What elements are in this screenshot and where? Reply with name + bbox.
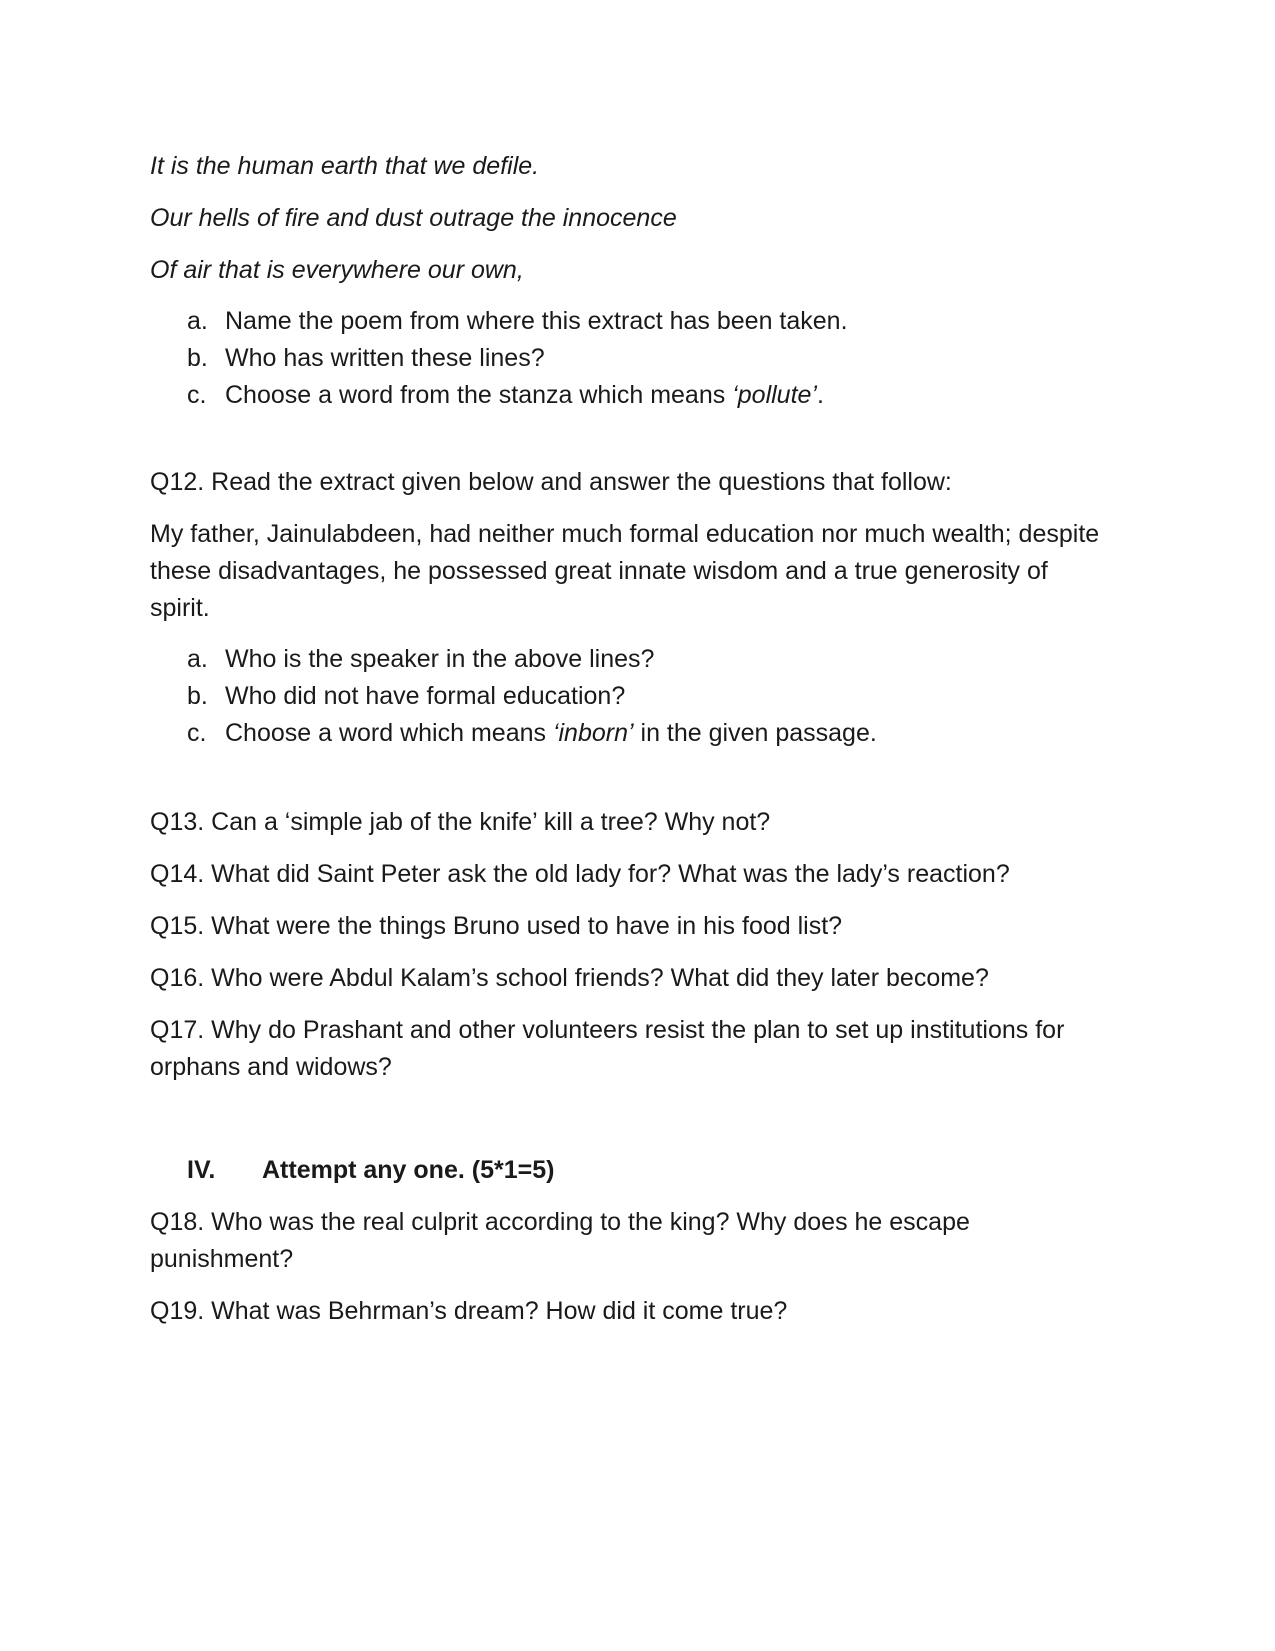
section-heading <box>150 1152 1110 1189</box>
q11-subquestion-list <box>150 303 1110 414</box>
short-questions <box>150 804 1110 1086</box>
question-q18: Q18. Who was the real culprit according to the king? Why does he escape punishment? <box>150 1208 970 1273</box>
question-q15: Q15. What were the things Bruno used to have in his food list? <box>150 912 843 940</box>
question-q19: Q19. What was Behrman’s dream? How did it come true? <box>150 1297 788 1325</box>
list-item <box>150 641 1110 678</box>
list-item <box>150 340 1110 377</box>
subquestion-text: Name the poem from where this extract has been taken. <box>225 307 848 335</box>
subquestion-text: in the given passage. <box>633 719 877 747</box>
poem-extract <box>150 148 1110 289</box>
list-marker: a. <box>187 645 208 673</box>
question-q14: Q14. What did Saint Peter ask the old lady for? What was the lady’s reaction? <box>150 860 1010 888</box>
list-item <box>150 678 1110 715</box>
subquestion-text: Choose a word from the stanza which means <box>225 381 733 409</box>
subquestion-text: Choose a word which means <box>225 719 553 747</box>
q12-subquestion-list <box>150 641 1110 752</box>
subquestion-italic-word: ‘pollute’ <box>732 381 817 409</box>
question-q13: Q13. Can a ‘simple jab of the knife’ kill a tree? Why not? <box>150 808 771 836</box>
poem-line: It is the human earth that we defile. <box>150 152 540 180</box>
list-item <box>150 303 1110 340</box>
document-page <box>150 148 1110 1345</box>
list-marker: c. <box>187 381 207 409</box>
question-q16: Q16. Who were Abdul Kalam’s school friends? What did they later become? <box>150 964 989 992</box>
subquestion-italic-word: ‘inborn’ <box>552 719 634 747</box>
subquestion-text: Who did not have formal education? <box>225 682 626 710</box>
list-marker: b. <box>187 682 208 710</box>
section-number: IV. <box>187 1156 216 1184</box>
section-title: Attempt any one. (5*1=5) <box>262 1156 555 1184</box>
list-marker: c. <box>187 719 207 747</box>
subquestion-text: Who is the speaker in the above lines? <box>225 645 655 673</box>
list-marker: b. <box>187 344 208 372</box>
poem-line: Our hells of fire and dust outrage the innocence <box>150 204 677 232</box>
subquestion-text: Who has written these lines? <box>225 344 545 372</box>
q12-passage: My father, Jainulabdeen, had neither much formal education nor much wealth; despite these disadvantages, he possessed great innate wisdom and a true generosity of spirit. <box>150 520 1100 622</box>
question-q17: Q17. Why do Prashant and other volunteers resist the plan to set up institutions for orphans and widows? <box>150 1016 1065 1081</box>
subquestion-text: . <box>816 381 824 409</box>
list-item <box>150 715 1110 752</box>
long-questions <box>150 1204 1110 1330</box>
poem-line: Of air that is everywhere our own, <box>150 256 524 284</box>
list-item <box>150 377 1110 414</box>
q12-prompt: Q12. Read the extract given below and answer the questions that follow: <box>150 468 952 496</box>
list-marker: a. <box>187 307 208 335</box>
